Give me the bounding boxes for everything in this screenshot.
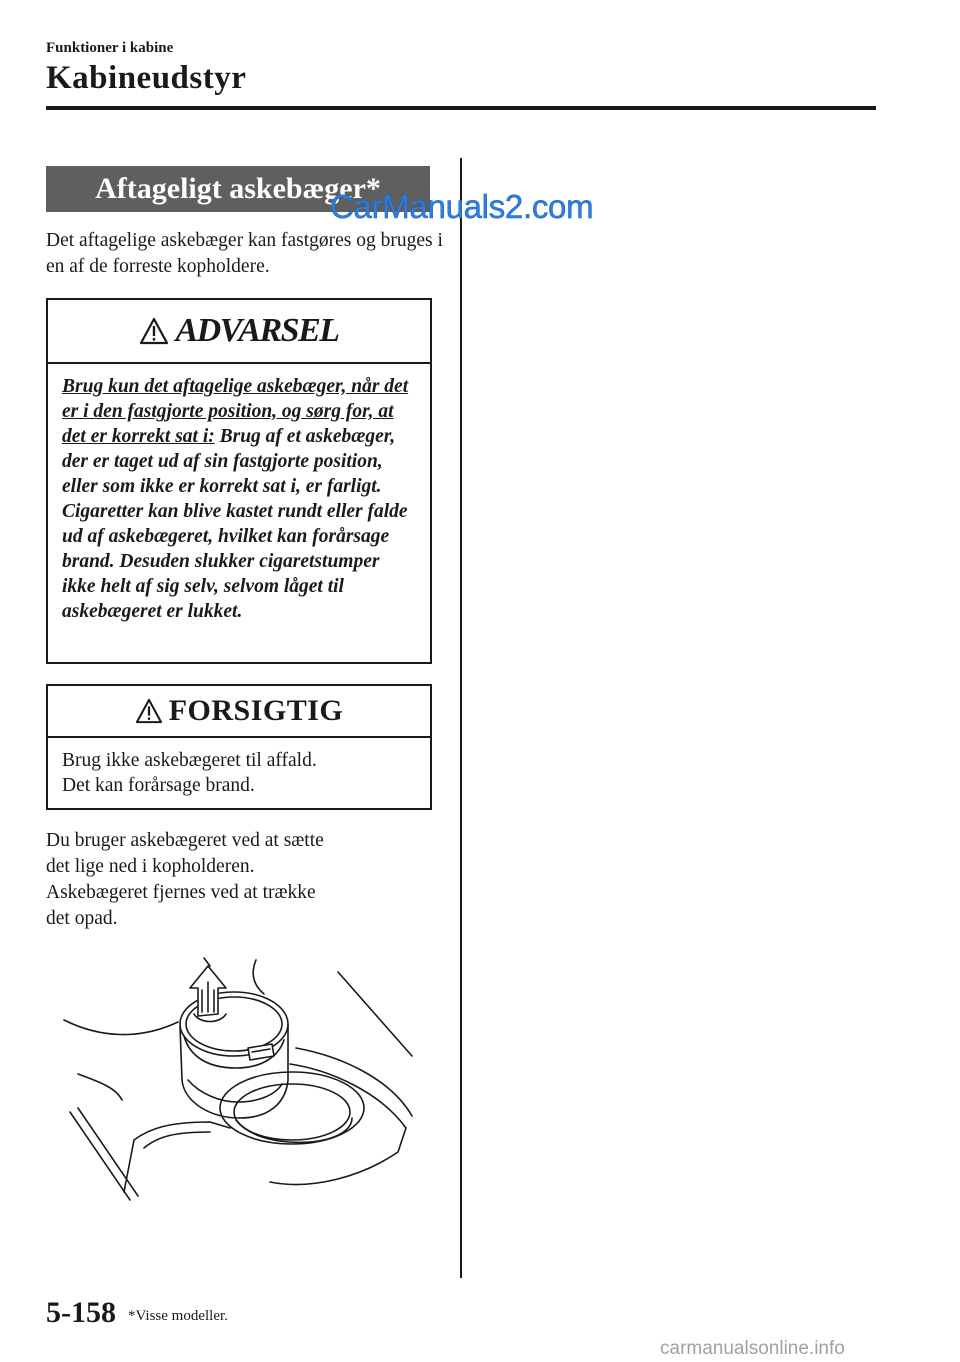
page-number: 5-158 [46,1296,116,1329]
caution-header [48,686,430,738]
usage-line-2: det lige ned i kopholderen. [46,856,255,877]
caution-label: FORSIGTIG [168,694,344,727]
usage-line-3: Askebægeret fjernes ved at trække [46,882,316,903]
caution-line-2: Det kan forårsage brand. [62,775,255,796]
header-rule [46,106,876,110]
caution-line-1: Brug ikke askebægeret til affald. [62,750,317,771]
column-divider [460,158,462,1278]
chapter-title: Kabineudstyr [46,60,247,96]
warning-header [48,300,430,364]
warning-label: ADVARSEL [175,312,339,349]
warning-triangle-icon [135,698,163,724]
watermark-top[interactable]: CarManuals2.com [330,188,594,225]
usage-line-4: det opad. [46,908,118,929]
watermark-bottom[interactable]: carmanualsonline.info [660,1338,845,1359]
usage-paragraph [46,828,446,932]
warning-text: Brug af et askebæger, der er taget ud af sin fastgjorte position, eller som ikke er korrekt sat i, er farligt. Cigaretter kan blive kastet rundt eller falde ud af askebægeret, hvilket kan forårsage brand. Desuden slukker cigaretstumper ikke helt af sig selv, selvom låget til askebægeret er lukket. [62,426,408,622]
warning-triangle-icon [139,317,169,345]
usage-line-1: Du bruger askebægeret ved at sætte [46,830,324,851]
ashtray-illustration [60,952,420,1232]
intro-paragraph: Det aftagelige askebæger kan fastgøres og bruges i en af de forreste kopholdere. [46,230,443,277]
footnote: *Visse modeller. [128,1308,228,1324]
caution-box [46,684,432,810]
article-title: Aftageligt askebæger* [46,166,430,212]
caution-body [48,738,430,798]
section-label: Funktioner i kabine [46,40,174,56]
warning-body [48,364,430,624]
warning-emphasis: Brug kun det aftagelige askebæger, når det er i den fastgjorte position, og sørg for, at det er korrekt sat i: [62,376,409,447]
warning-box [46,298,432,664]
